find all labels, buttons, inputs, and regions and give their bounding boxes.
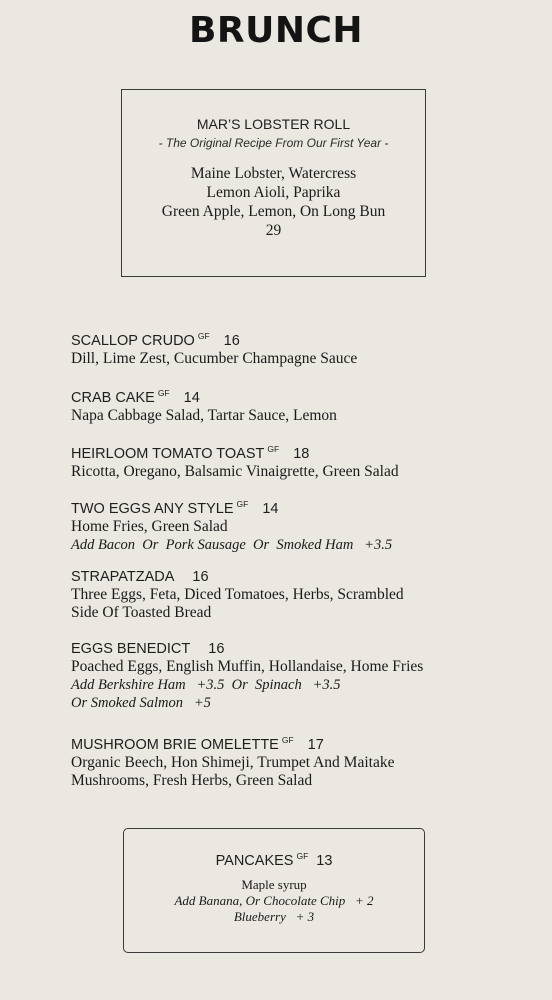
menu-item-scallop-crudo	[71, 327, 531, 368]
menu-item-name: TWO EGGS ANY STYLE	[71, 501, 234, 517]
menu-item-description: Napa Cabbage Salad, Tartar Sauce, Lemon	[71, 407, 337, 424]
pancakes-name: PANCAKES	[215, 853, 294, 869]
pancakes-addon: Blueberry + 3	[233, 909, 315, 924]
menu-item-description: Poached Eggs, English Muffin, Hollandaise, Home Fries	[71, 658, 424, 675]
page-title: BRUNCH	[188, 10, 364, 51]
pancakes-price: 13	[316, 853, 333, 869]
menu-item-price: 16	[223, 333, 240, 349]
menu-item-addon: Add Berkshire Ham +3.5 Or Spinach +3.5	[71, 677, 341, 693]
pancakes-box	[123, 828, 425, 953]
menu-item-price: 18	[293, 446, 310, 462]
menu-item-description: Ricotta, Oregano, Balsamic Vinaigrette, Green Salad	[71, 463, 399, 480]
menu-item-heirloom-tomato-toast	[71, 440, 531, 481]
menu-item-price: 14	[262, 501, 279, 517]
menu-item-name: STRAPATZADA	[71, 569, 175, 585]
pancakes-addon: Add Banana, Or Chocolate Chip + 2	[174, 893, 374, 908]
featured-item-description	[122, 164, 425, 240]
gluten-free-badge: GF	[281, 735, 294, 745]
menu-item-description: Side Of Toasted Bread	[71, 604, 212, 621]
featured-item-description-line: Maine Lobster, Watercress	[190, 165, 357, 182]
gluten-free-badge: GF	[197, 331, 210, 341]
menu-item-strapatzada	[71, 568, 531, 622]
menu-item-name: CRAB CAKE	[71, 390, 155, 406]
gluten-free-badge: GF	[236, 499, 249, 509]
featured-item-price: 29	[265, 222, 282, 239]
menu-item-description: Mushrooms, Fresh Herbs, Green Salad	[71, 772, 313, 789]
menu-item-addon: Add Bacon Or Pork Sausage Or Smoked Ham +3.5	[71, 537, 393, 553]
menu-item-description: Organic Beech, Hon Shimeji, Trumpet And Maitake	[71, 754, 395, 771]
featured-item-description-line: Green Apple, Lemon, On Long Bun	[161, 203, 386, 220]
menu-item-name: EGGS BENEDICT	[71, 641, 191, 657]
menu-item-addon: Or Smoked Salmon +5	[71, 695, 211, 711]
featured-item-name: MAR’S LOBSTER ROLL	[196, 116, 351, 132]
menu-item-description: Three Eggs, Feta, Diced Tomatoes, Herbs, Scrambled	[71, 586, 404, 603]
featured-item-tagline: - The Original Recipe From Our First Year -	[158, 136, 389, 150]
menu-item-description: Dill, Lime Zest, Cucumber Champagne Sauce	[71, 350, 358, 367]
menu-item-eggs-benedict	[71, 640, 531, 712]
menu-item-name: MUSHROOM BRIE OMELETTE	[71, 737, 279, 753]
featured-item-box	[121, 89, 426, 277]
menu-item-description: Home Fries, Green Salad	[71, 518, 228, 535]
gluten-free-badge: GF	[157, 388, 170, 398]
gluten-free-badge: GF	[267, 444, 280, 454]
featured-item-description-line: Lemon Aioli, Paprika	[206, 184, 341, 201]
menu-item-name: HEIRLOOM TOMATO TOAST	[71, 446, 265, 462]
pancakes-description: Maple syrup	[241, 877, 307, 892]
menu-item-price: 14	[183, 390, 200, 406]
menu-item-price: 16	[192, 569, 209, 585]
menu-item-price: 16	[208, 641, 225, 657]
gluten-free-badge: GF	[296, 851, 309, 861]
menu-item-price: 17	[307, 737, 324, 753]
menu-item-two-eggs-any-style	[71, 495, 531, 554]
menu-item-mushroom-brie-omelette	[71, 731, 531, 790]
menu-item-crab-cake	[71, 384, 531, 425]
menu-item-name: SCALLOP CRUDO	[71, 333, 195, 349]
